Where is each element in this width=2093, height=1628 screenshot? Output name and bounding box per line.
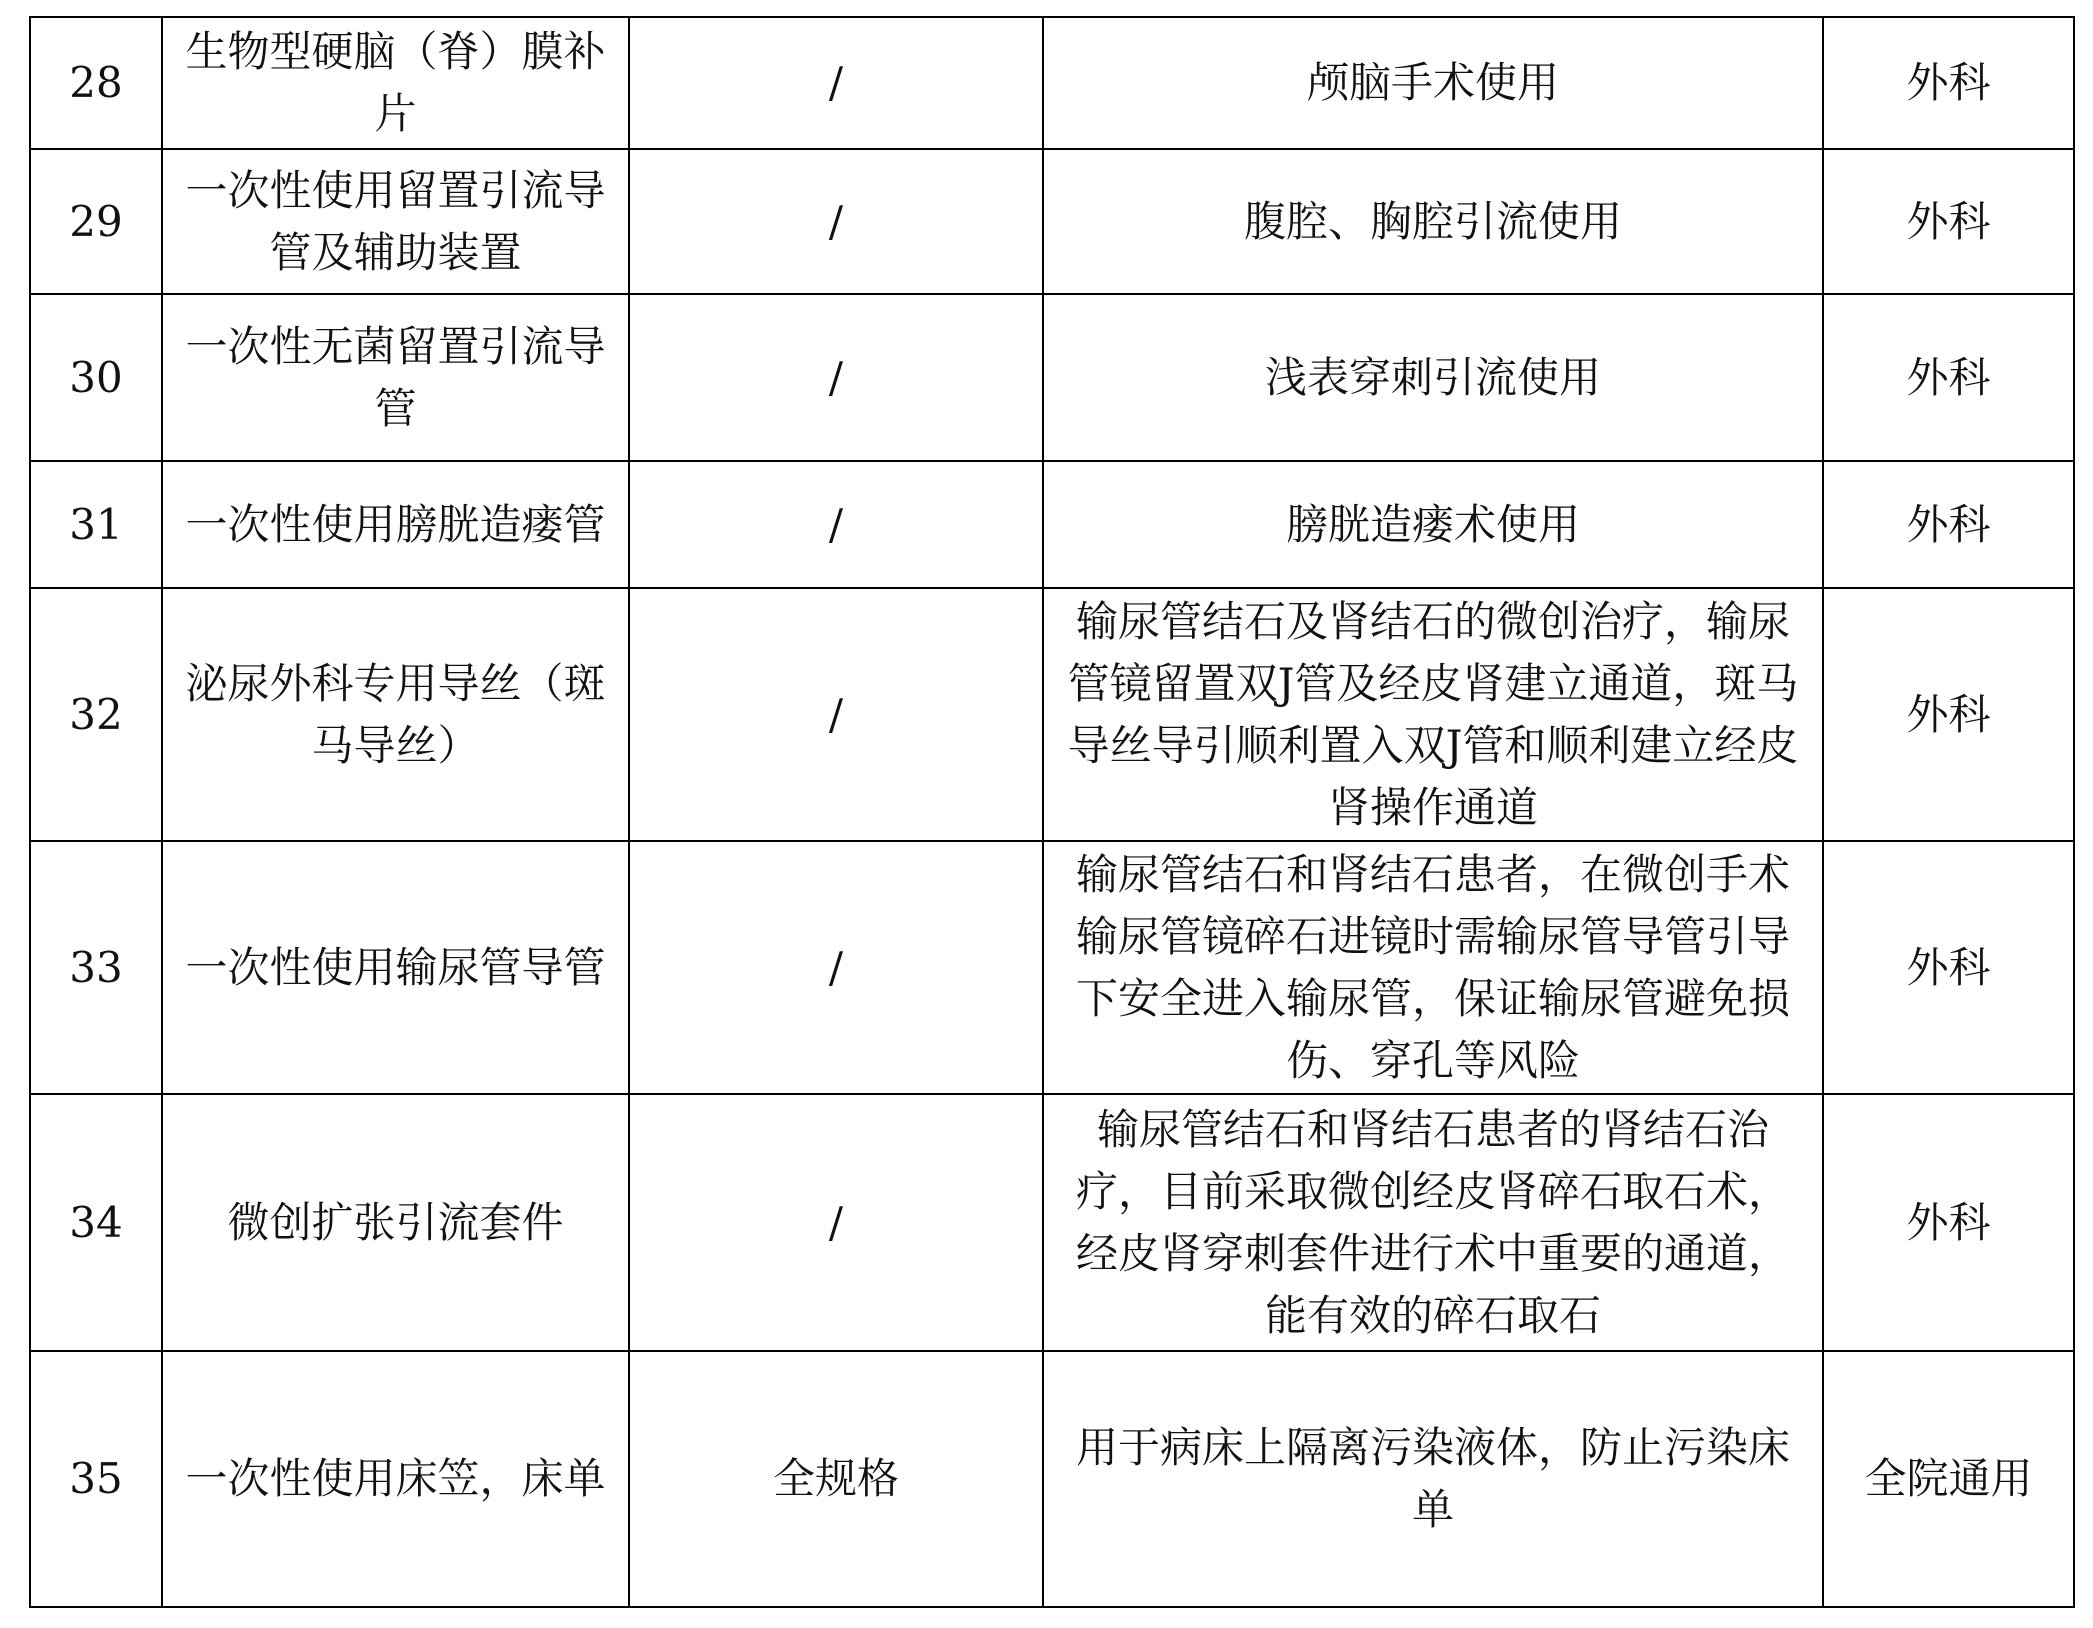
row-number: 35 [30, 1351, 162, 1607]
item-spec: / [629, 1094, 1043, 1351]
item-department: 外科 [1823, 588, 2074, 841]
item-department: 全院通用 [1823, 1351, 2074, 1607]
table-row [30, 17, 2074, 149]
table-row [30, 588, 2074, 841]
item-spec: / [629, 588, 1043, 841]
item-name: 生物型硬脑（脊）膜补片 [162, 17, 629, 149]
table-row [30, 461, 2074, 588]
item-department: 外科 [1823, 841, 2074, 1094]
supplies-table [29, 16, 2075, 1608]
row-number: 33 [30, 841, 162, 1094]
item-usage: 腹腔、胸腔引流使用 [1043, 149, 1823, 294]
item-name: 一次性使用床笠，床单 [162, 1351, 629, 1607]
row-number: 28 [30, 17, 162, 149]
table-row [30, 841, 2074, 1094]
item-spec: / [629, 461, 1043, 588]
row-number: 31 [30, 461, 162, 588]
item-name: 微创扩张引流套件 [162, 1094, 629, 1351]
row-number: 32 [30, 588, 162, 841]
item-department: 外科 [1823, 149, 2074, 294]
table-row [30, 1351, 2074, 1607]
row-number: 30 [30, 294, 162, 461]
item-usage: 输尿管结石及肾结石的微创治疗，输尿管镜留置双J管及经皮肾建立通道，斑马导丝导引顺利置入双J管和顺利建立经皮肾操作通道 [1043, 588, 1823, 841]
table-row [30, 1094, 2074, 1351]
item-spec: / [629, 841, 1043, 1094]
item-department: 外科 [1823, 17, 2074, 149]
item-department: 外科 [1823, 461, 2074, 588]
item-spec: / [629, 149, 1043, 294]
table-row [30, 294, 2074, 461]
row-number: 34 [30, 1094, 162, 1351]
table-row [30, 149, 2074, 294]
item-usage: 膀胱造瘘术使用 [1043, 461, 1823, 588]
item-usage: 输尿管结石和肾结石患者，在微创手术输尿管镜碎石进镜时需输尿管导管引导下安全进入输尿管，保证输尿管避免损伤、穿孔等风险 [1043, 841, 1823, 1094]
item-spec: / [629, 17, 1043, 149]
item-department: 外科 [1823, 1094, 2074, 1351]
item-spec: / [629, 294, 1043, 461]
item-usage: 浅表穿刺引流使用 [1043, 294, 1823, 461]
item-department: 外科 [1823, 294, 2074, 461]
item-usage: 颅脑手术使用 [1043, 17, 1823, 149]
item-spec: 全规格 [629, 1351, 1043, 1607]
item-name: 一次性使用膀胱造瘘管 [162, 461, 629, 588]
row-number: 29 [30, 149, 162, 294]
item-usage: 输尿管结石和肾结石患者的肾结石治疗，目前采取微创经皮肾碎石取石术，经皮肾穿刺套件进行术中重要的通道，能有效的碎石取石 [1043, 1094, 1823, 1351]
item-usage: 用于病床上隔离污染液体，防止污染床单 [1043, 1351, 1823, 1607]
item-name: 一次性使用留置引流导管及辅助装置 [162, 149, 629, 294]
item-name: 泌尿外科专用导丝（斑马导丝） [162, 588, 629, 841]
item-name: 一次性使用输尿管导管 [162, 841, 629, 1094]
item-name: 一次性无菌留置引流导管 [162, 294, 629, 461]
